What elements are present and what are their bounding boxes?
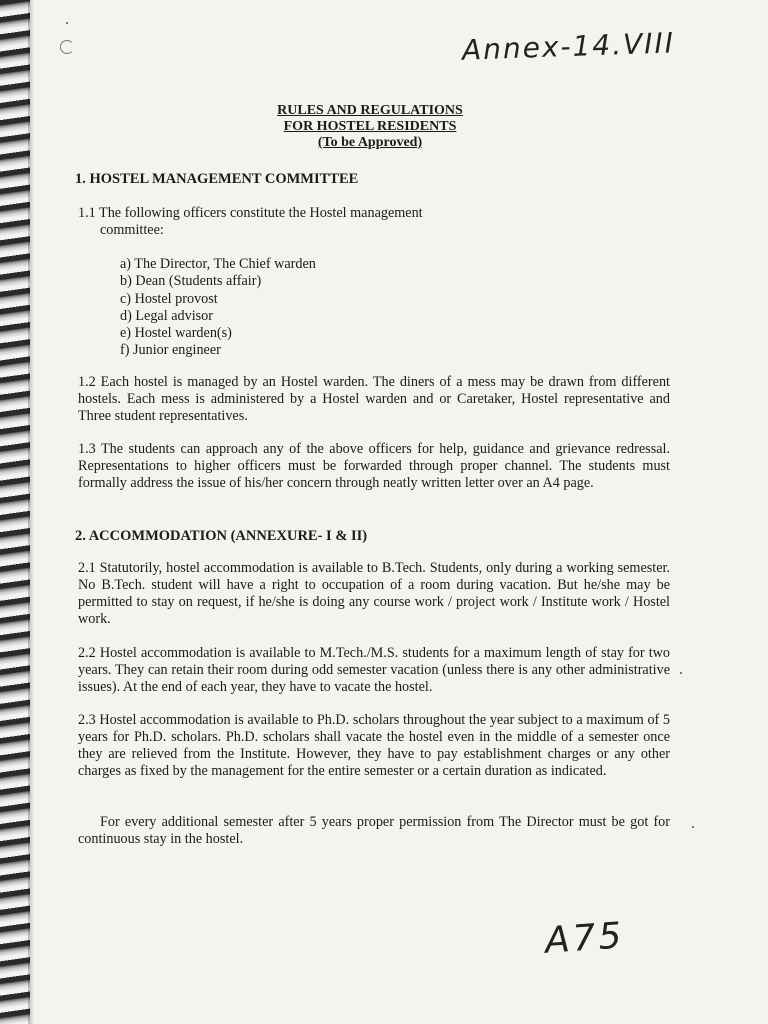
handwritten-annex-label: Annex-14.VIII	[461, 26, 676, 67]
paragraph-2-4: For every additional semester after 5 years proper permission from The Director must be got for continuous stay in the hostel.	[78, 814, 670, 847]
title-line-3: (To be Approved)	[317, 135, 423, 150]
section-2-heading: 2. ACCOMMODATION (ANNEXURE- I & II)	[75, 528, 368, 544]
officer-item: c) Hostel provost	[120, 290, 218, 307]
section-1-heading: 1. HOSTEL MANAGEMENT COMMITTEE	[75, 171, 359, 187]
paragraph-2-3: 2.3 Hostel accommodation is available to Ph.D. scholars throughout the year subject to a maximum of 5 years for Ph.D. scholars. Ph.D. scholars shall vacate the hostel even in the middle of a semester once they are relieved from the Institute. However, they have to pay establishment charges or any other charges as fixed by the management for the entire semester or a certain duration as indicated.	[78, 712, 670, 779]
officer-item: e) Hostel warden(s)	[120, 325, 232, 342]
paragraph-2-1: 2.1 Statutorily, hostel accommodation is available to B.Tech. Students, only during a working semester. No B.Tech. student will have a right to occupation of a room during vacation. But he/she may be permitted to stay on request, if he/she is doing any course work / project work / Institute work / Hostel work.	[78, 560, 670, 627]
spiral-binding	[0, 0, 30, 1024]
scan-speck	[692, 826, 694, 828]
officer-item: f) Junior engineer	[120, 342, 221, 359]
punch-hole-mark	[60, 40, 74, 54]
officer-item: a) The Director, The Chief warden	[120, 256, 316, 272]
handwritten-page-number: A75	[543, 915, 626, 962]
paragraph-1-3: 1.3 The students can approach any of the above officers for help, guidance and grievance redressal. Representations to higher officers must be forwarded through proper channel. The students must formally address the issue of his/her concern through neatly written letter over an A4 page.	[78, 441, 670, 491]
paragraph-1-1	[78, 205, 670, 239]
paragraph-1-2: 1.2 Each hostel is managed by an Hostel warden. The diners of a mess may be drawn from different hostels. Each mess is administered by a Hostel warden and or Caretaker, Hostel representative and Three student representatives.	[78, 374, 670, 424]
title-line-1: RULES AND REGULATIONS	[277, 103, 463, 118]
binding-shadow	[28, 0, 34, 1024]
paragraph-2-2: 2.2 Hostel accommodation is available to M.Tech./M.S. students for a maximum length of stay for two years. They can retain their room during odd semester vacation (unless there is any other administrative issues). At the end of each year, they have to vacate the hostel.	[78, 645, 670, 695]
paragraph-1-1-line-1: 1.1 The following officers constitute the Hostel management	[78, 205, 423, 221]
officer-item: d) Legal advisor	[120, 307, 213, 324]
paragraph-1-1-line-2: committee:	[100, 222, 164, 238]
officer-item: b) Dean (Students affair)	[120, 273, 262, 290]
document-title	[160, 103, 580, 151]
title-line-2: FOR HOSTEL RESIDENTS	[283, 119, 457, 134]
scan-speck	[680, 672, 682, 674]
officer-list	[120, 256, 316, 360]
scan-speck	[66, 22, 68, 24]
